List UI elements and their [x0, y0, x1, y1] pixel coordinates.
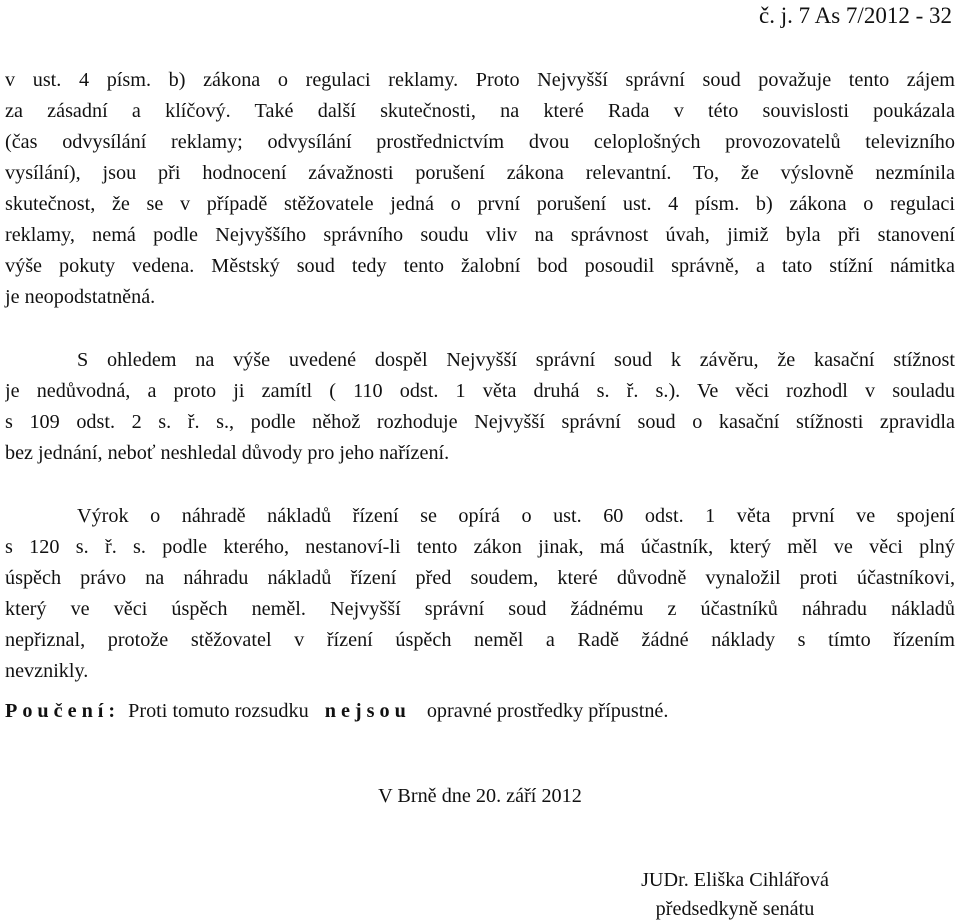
paragraph-1-line-6: reklamy, nemá podle Nejvyššího správního soudu vliv na správnost úvah, jimiž byla při stanovení [5, 224, 955, 246]
paragraph-1-line-7: výše pokuty vedena. Městský soud tedy tento žalobní bod posoudil správně, a tato stížní námitka [5, 255, 955, 277]
paragraph-3-line-3: úspěch právo na náhradu nákladů řízení před soudem, které důvodně vynaložil proti účastníkovi, [5, 567, 955, 589]
paragraph-2-line-2: je nedůvodná, a proto ji zamítl ( 110 odst. 1 věta druhá s. ř. s.). Ve věci rozhodl v souladu [5, 380, 955, 402]
paragraph-1-line-3: (čas odvysílání reklamy; odvysílání prostřednictvím dvou celoplošných provozovatelů televizního [5, 131, 955, 153]
pouceni-text-before: Proti tomuto rozsudku [128, 700, 309, 722]
paragraph-3-line-5: nepřiznal, protože stěžovatel v řízení úspěch neměl a Radě žádné náklady s tímto řízením [5, 629, 955, 651]
paragraph-3-line-2: s 120 s. ř. s. podle kterého, nestanoví-li tento zákon jinak, má účastník, který měl ve věci plný [5, 536, 955, 558]
pouceni-text-after: opravné prostředky přípustné. [426, 700, 669, 722]
paragraph-1-line-8: je neopodstatněná. [5, 286, 156, 308]
signature-name: JUDr. Eliška Cihlářová [641, 869, 829, 891]
paragraph-2-line-4: bez jednání, neboť neshledal důvody pro jeho nařízení. [5, 442, 450, 464]
paragraph-3-line-6: nevznikly. [5, 660, 89, 682]
date-line: V Brně dne 20. září 2012 [378, 785, 582, 807]
paragraph-3-line-4: který ve věci úspěch neměl. Nejvyšší správní soud žádnému z účastníků náhradu nákladů [5, 598, 955, 620]
paragraph-1-line-4: vysílání), jsou při hodnocení závažnosti porušení zákona relevantní. To, že výslovně nezmínila [5, 162, 955, 184]
paragraph-1-line-2: za zásadní a klíčový. Také další skutečnosti, na které Rada v této souvislosti poukázala [5, 100, 955, 122]
signature-block [615, 866, 855, 924]
paragraph-2-line-1: S ohledem na výše uvedené dospěl Nejvyšší správní soud k závěru, že kasační stížnost [77, 349, 955, 371]
signature-role: předsedkyně senátu [655, 898, 815, 920]
paragraph-3-line-1: Výrok o náhradě nákladů řízení se opírá o ust. 60 odst. 1 věta první ve spojení [77, 505, 955, 527]
case-number: č. j. 7 As 7/2012 - 32 [759, 3, 952, 28]
paragraph-1-line-5: skutečnost, že se v případě stěžovatele jedná o první porušení ust. 4 písm. b) zákona o regulaci [5, 193, 955, 215]
pouceni-emphasis: nejsou [324, 700, 411, 722]
pouceni-line [5, 696, 955, 727]
paragraph-1-line-1: v ust. 4 písm. b) zákona o regulaci reklamy. Proto Nejvyšší správní soud považuje tento zájem [5, 69, 955, 91]
paragraph-2-line-3: s 109 odst. 2 s. ř. s., podle něhož rozhoduje Nejvyšší správní soud o kasační stížnosti zpravidla [5, 411, 955, 433]
pouceni-label: Poučení: [5, 700, 121, 722]
